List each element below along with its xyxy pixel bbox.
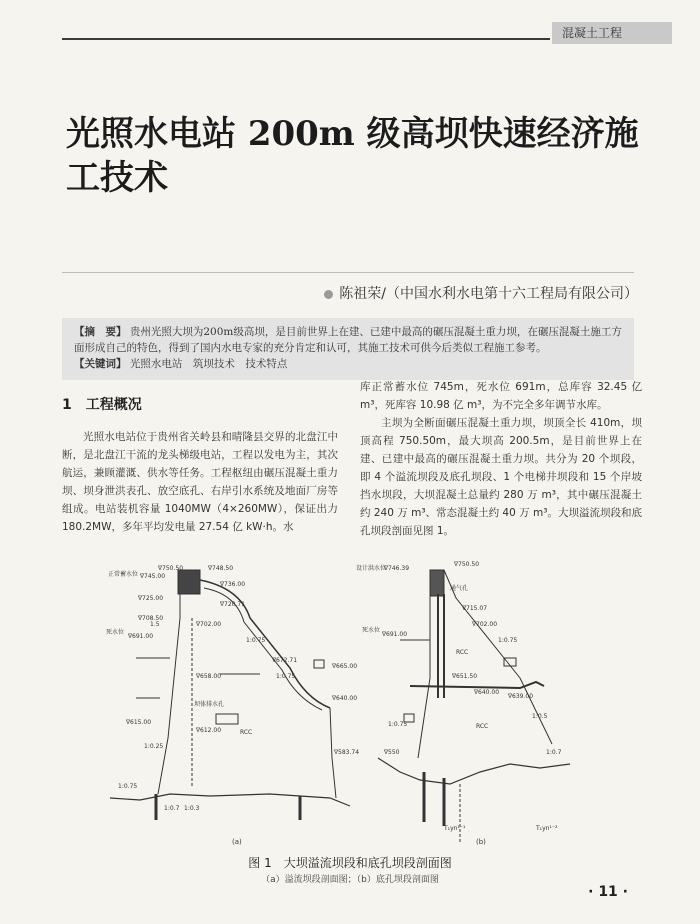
label-b-1: ∇746.39 (384, 565, 410, 572)
label-a-21: 1:0.25 (144, 743, 164, 750)
label-b-9: ∇651.50 (452, 673, 478, 680)
label-a-15: 坝体排水孔 (194, 701, 225, 708)
figure-subcaption: （a）溢流坝段剖面图；（b）底孔坝段剖面图 (261, 875, 439, 885)
dam-section-figure (100, 558, 600, 850)
panel-b-labels (356, 561, 562, 846)
keywords-paragraph (74, 356, 622, 372)
upstream-face-b (418, 570, 430, 758)
label-a-12: ∇665.00 (332, 663, 358, 670)
gallery-a (216, 714, 238, 724)
label-b-19: 1:0.7 (546, 749, 562, 756)
section-heading: 1 工程概况 (62, 397, 142, 413)
label-b-7: ∇691.00 (382, 631, 408, 638)
label-a-1: ∇750.50 (158, 565, 184, 572)
paragraph-3: 主坝为全断面碾压混凝土重力坝，坝顶全长 410m，坝顶高程 750.50m，最大坝高 200.5m，是目前世界上在建、已建中最高的碾压混凝土重力坝。共分为 20 个坝段，即 4 个溢流坝段及底孔坝段、1 个电梯井坝段和 15 个岸坡挡水坝段，大坝混凝土总量约 280 万 m³，其中碾压混凝土约 240 万 m³、常态混凝土约 40 万 m³。大坝溢流坝段和底孔坝段剖面见图 1。 (360, 417, 642, 537)
label-a-9: 死水位 (106, 629, 125, 636)
label-b-6: 死水位 (362, 627, 381, 634)
upstream-face-a (158, 578, 180, 794)
section-tab: 混凝土工程 (552, 22, 672, 44)
label-a-23: 1:0.3 (184, 805, 200, 812)
header-rule (62, 38, 550, 40)
abstract-paragraph (74, 324, 622, 356)
label-b-12: RCC (476, 723, 489, 730)
author-rule (62, 272, 634, 273)
bullet-icon (324, 290, 333, 299)
label-a-8: ∇702.00 (196, 621, 222, 628)
keywords-text: 光照水电站 筑坝技术 技术特点 (129, 358, 288, 370)
label-a-16: ∇615.00 (126, 719, 152, 726)
label-b-0: 设计洪水位 (356, 565, 387, 572)
label-a-18: RCC (240, 729, 253, 736)
panel-a-labels (106, 565, 359, 846)
label-b-15: T₁yn¹⁻² (536, 825, 558, 832)
abstract-text: 贵州光照大坝为200m级高坝，是目前世界上在建、已建中最高的碾压混凝土重力坝，在碾压混凝土施工方面形成自己的特色，得到了国内水电专家的充分肯定和认可，其施工技术可供今后类似工程施工参考。 (74, 326, 622, 354)
label-a-4: ∇736.00 (220, 581, 246, 588)
label-b-4: ∇715.07 (462, 605, 488, 612)
paragraph-2: 库正常蓄水位 745m，死水位 691m，总库容 32.45 亿 m³，死库容 10.98 亿 m³，为不完全多年调节水库。 (360, 381, 642, 411)
abstract-label: 【摘 要】 (74, 326, 127, 338)
keywords-label: 【关键词】 (74, 358, 127, 370)
paragraph-1: 光照水电站位于贵州省关岭县和晴隆县交界的北盘江中断，是北盘江干流的龙头梯级电站，工程以发电为主，其次航运，兼顾灌溉、供水等任务。工程枢纽由碾压混凝土重力坝、坝身泄洪表孔、放空底孔、右岸引水系统及地面厂房等组成。电站装机容量 1040MW（4×260MW），保证出力 180.2MW，多年平均发电量 27.54 亿 kW·h。水 (62, 431, 338, 533)
label-b-5: ∇702.00 (472, 621, 498, 628)
panel-b-label: (b) (476, 838, 486, 846)
label-b-8: RCC (456, 649, 469, 656)
foundation-line-a (110, 794, 350, 806)
label-a-14: ∇640.00 (332, 695, 358, 702)
label-b-10: ∇640.00 (474, 689, 500, 696)
label-b-18: 1:0.5 (532, 713, 548, 720)
author-text: 陈祖荣/（中国水利水电第十六工程局有限公司） (339, 286, 638, 302)
label-b-11: ∇639.00 (508, 693, 534, 700)
page-number: · 11 · (588, 884, 628, 900)
panel-a-label: (a) (232, 838, 242, 846)
label-a-19: ∇583.74 (334, 749, 360, 756)
label-a-24: 1:0.7 (164, 805, 180, 812)
foundation-line-b (378, 758, 570, 784)
gallery-a2 (314, 660, 324, 668)
label-a-0: 正常蓄水位 (108, 571, 139, 578)
label-a-2: ∇745.00 (140, 573, 166, 580)
article-title: 光照水电站 200m 级高坝快速经济施工技术 (66, 114, 639, 198)
label-a-17: ∇612.00 (196, 727, 222, 734)
label-b-13: ∇550 (384, 749, 400, 756)
crest-pier-b (430, 570, 444, 596)
abstract-box (62, 318, 634, 380)
label-a-22: 1:0.75 (276, 673, 296, 680)
label-a-20: 1:0.75 (246, 637, 266, 644)
figure-caption: 图 1 大坝溢流坝段和底孔坝段剖面图 (248, 856, 452, 870)
left-column (62, 388, 338, 536)
author-line (324, 283, 638, 303)
label-a-25: 1:0.75 (118, 783, 138, 790)
spillway-surface-a (200, 580, 330, 708)
label-b-16: 1:0.75 (498, 637, 518, 644)
label-a-6: ∇720.71 (220, 601, 246, 608)
label-b-3: 通气孔 (450, 585, 469, 592)
label-a-10: ∇691.00 (128, 633, 154, 640)
label-b-14: T₁yn¹⁻¹ (444, 825, 466, 832)
label-a-7: ∇708.50 (138, 615, 164, 622)
pier-crest-a (178, 570, 200, 594)
label-a-13: ∇658.00 (196, 673, 222, 680)
label-a-26: 1.5 (150, 621, 160, 628)
right-column (360, 378, 642, 540)
label-a-5: ∇725.00 (138, 595, 164, 602)
label-b-17: 1:0.75 (388, 721, 408, 728)
label-a-3: ∇748.50 (208, 565, 234, 572)
label-a-11: ∇672.71 (272, 657, 298, 664)
label-b-2: ∇750.50 (454, 561, 480, 568)
